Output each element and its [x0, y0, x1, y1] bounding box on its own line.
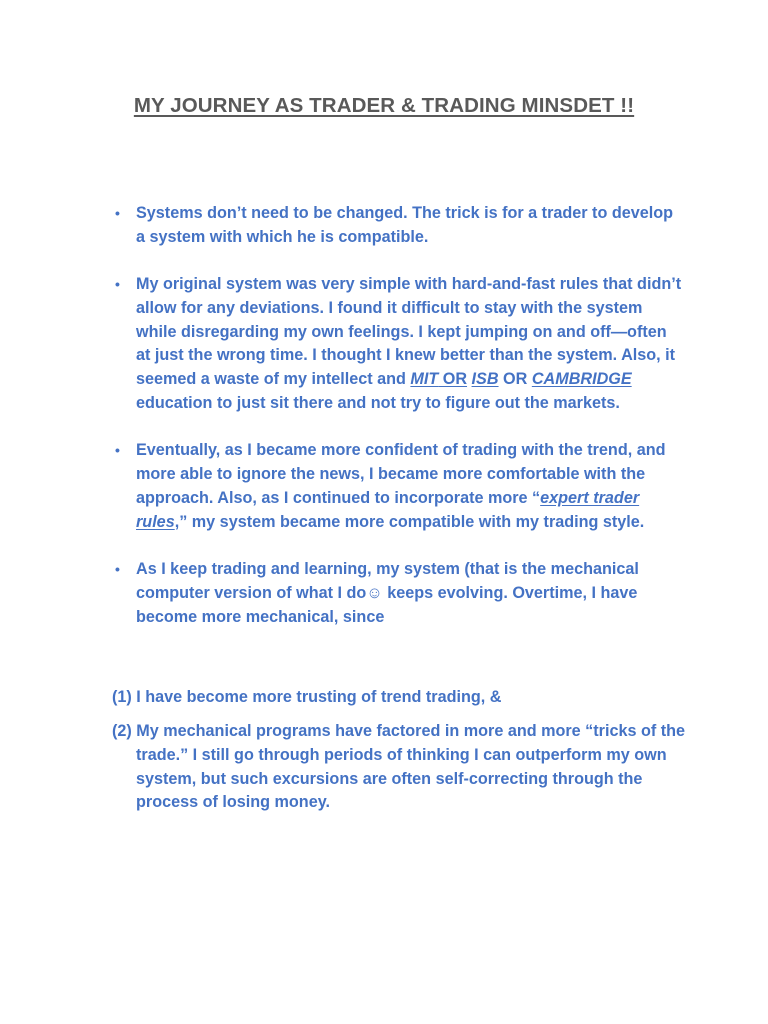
list-item	[112, 202, 682, 250]
numbered-item: (2) My mechanical programs have factored in more and more “tricks of the trade.” I still go through periods of thinking I can outperform my own system, but such excursions are often self-correcting through the process of losing money.	[112, 722, 686, 812]
expert-trader-rules-link[interactable]: expert trader rules	[136, 488, 640, 531]
bullet-icon: •	[115, 442, 120, 459]
list-item	[112, 273, 682, 416]
numbered-item: (1) I have become more trusting of trend trading, &	[112, 688, 502, 706]
mit-link[interactable]: MIT	[410, 370, 439, 389]
cambridge-link[interactable]: CAMBRIDGE	[531, 370, 632, 389]
document-title: MY JOURNEY AS TRADER & TRADING MINSDET !!	[133, 94, 635, 117]
list-item	[112, 439, 682, 534]
bullet-text-before: My original system was very simple with hard-and-fast rules that didn’t allow for any deviations. I found it difficult to stay with the system while disregarding my own feelings. I kept jumping on and off—often at just the wrong time. I thought I knew better than the system. Also, it seemed a waste of my intellect and	[136, 275, 682, 389]
isb-link[interactable]: ISB	[471, 370, 499, 389]
bullet-text-after: ,” my system became more compatible with my trading style.	[174, 512, 645, 531]
list-item	[112, 558, 682, 629]
bullet-text-before: Eventually, as I became more confident of trading with the trend, and more able to ignore the news, I became more comfortable with the approach. Also, as I continued to incorporate more “	[136, 441, 666, 507]
or-separator: OR	[438, 370, 468, 389]
bullet-text: Systems don’t need to be changed. The trick is for a trader to develop a system with which he is compatible.	[136, 204, 674, 246]
bullet-icon: •	[115, 205, 120, 221]
bullet-text: As I keep trading and learning, my system (that is the mechanical computer version of what I do☺ keeps evolving. Overtime, I have become more mechanical, since	[136, 560, 639, 626]
bullet-list	[112, 202, 682, 629]
or-separator: OR	[498, 370, 532, 389]
bullet-text-after: education to just sit there and not try to figure out the markets.	[136, 394, 620, 413]
bullet-icon: •	[115, 561, 120, 578]
bullet-icon: •	[115, 276, 120, 293]
